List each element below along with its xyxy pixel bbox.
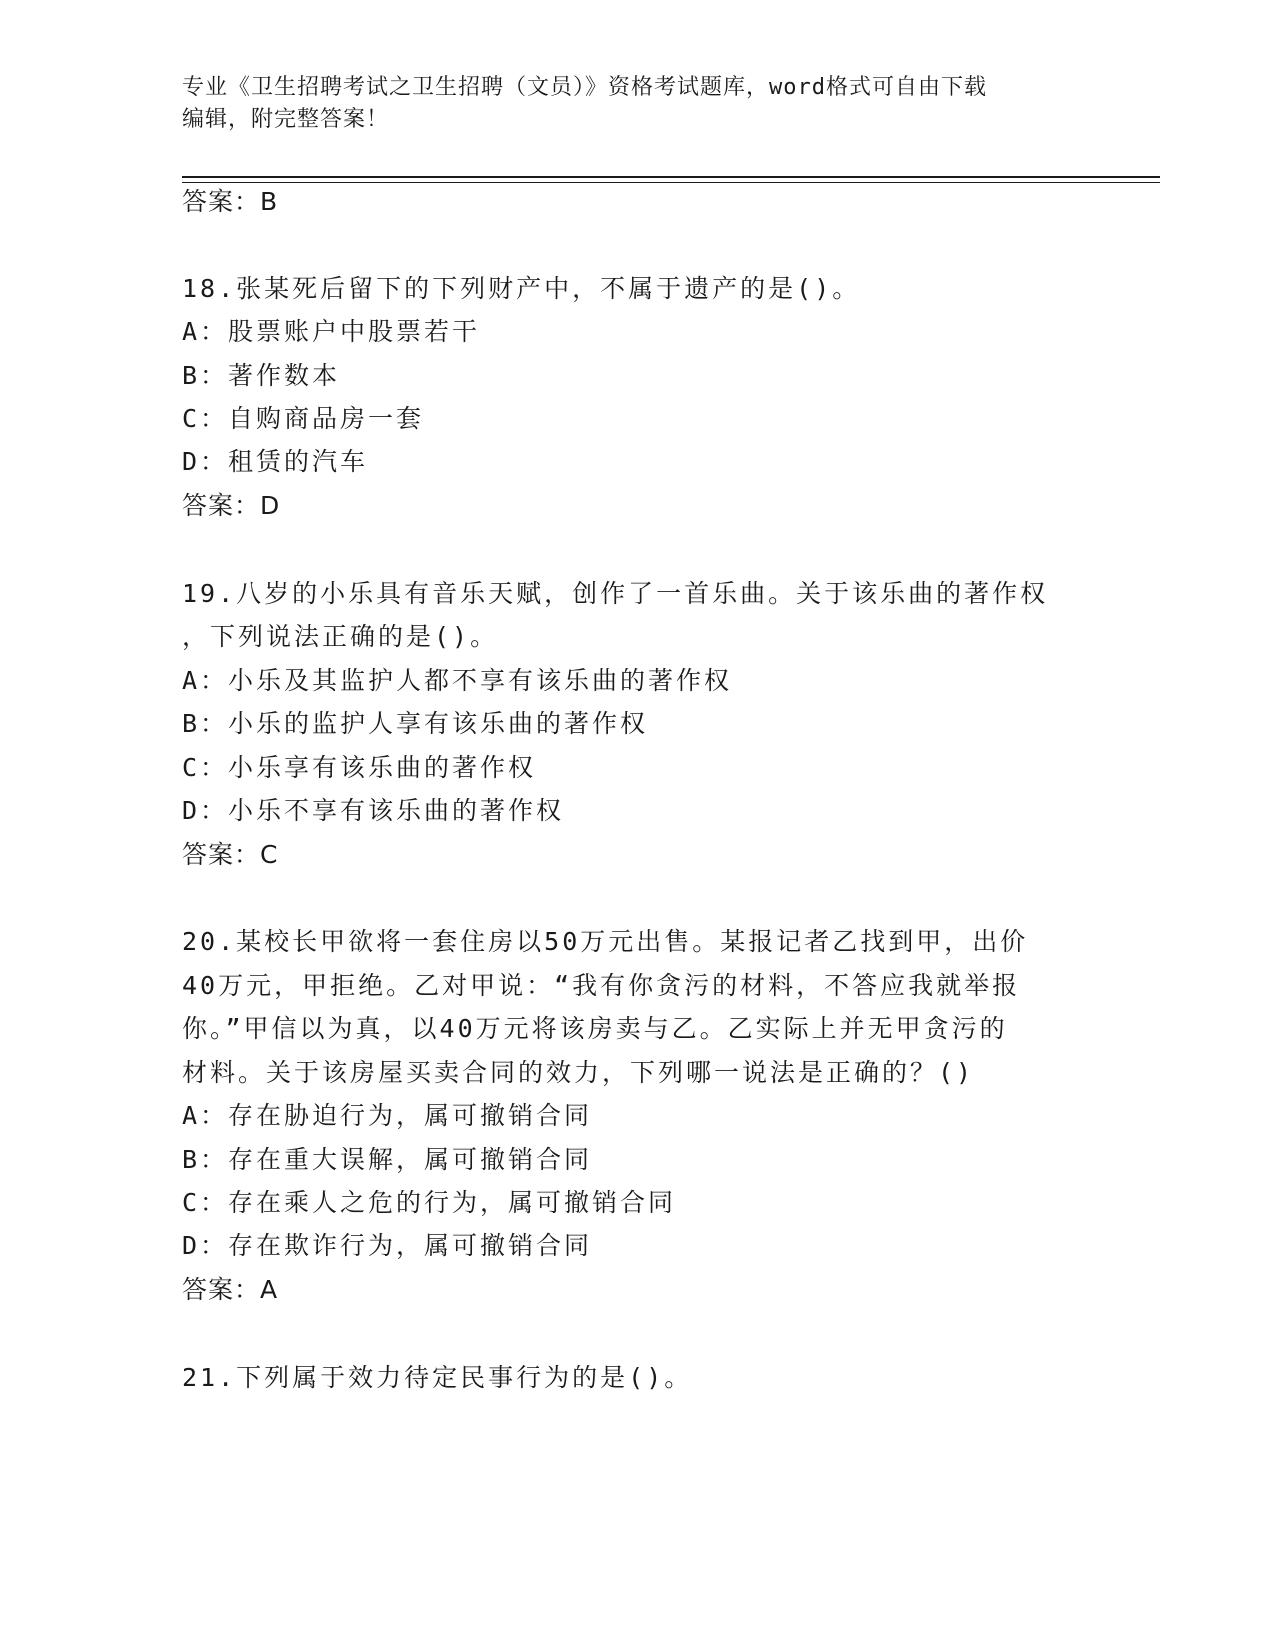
question-18-option-a: A：股票账户中股票若干 <box>182 317 481 346</box>
answer-value: C <box>260 840 279 869</box>
question-18-option-c: C：自购商品房一套 <box>182 404 425 433</box>
answer-value: A <box>260 1275 279 1304</box>
answer-label: 答案： <box>182 1275 261 1304</box>
question-20-option-d: D：存在欺诈行为，属可撤销合同 <box>182 1231 593 1260</box>
answer-label: 答案： <box>182 840 261 869</box>
question-20-option-a: A：存在胁迫行为，属可撤销合同 <box>182 1101 593 1130</box>
question-18-option-b: B：著作数本 <box>182 361 341 390</box>
document-header <box>182 72 1062 136</box>
answer-value: B <box>260 187 279 216</box>
answer-label: 答案： <box>182 187 261 216</box>
answer-label: 答案： <box>182 491 261 520</box>
question-18-option-d: D：租赁的汽车 <box>182 447 369 476</box>
question-20-answer <box>182 1273 278 1307</box>
question-19-stem-line-1: 19.八岁的小乐具有音乐天赋，创作了一首乐曲。关于该乐曲的著作权 <box>182 579 1049 608</box>
question-19-option-a: A：小乐及其监护人都不享有该乐曲的著作权 <box>182 666 733 695</box>
answer-value: D <box>260 491 281 520</box>
question-19-option-c: C：小乐享有该乐曲的著作权 <box>182 753 537 782</box>
question-19-stem-line-2: ，下列说法正确的是()。 <box>182 622 499 651</box>
question-18-stem: 18.张某死后留下的下列财产中，不属于遗产的是()。 <box>182 274 861 303</box>
question-20-stem-line-1: 20.某校长甲欲将一套住房以50万元出售。某报记者乙找到甲，出价 <box>182 927 1029 956</box>
question-20-option-c: C：存在乘人之危的行为，属可撤销合同 <box>182 1188 677 1217</box>
question-21-stem: 21.下列属于效力待定民事行为的是()。 <box>182 1363 693 1392</box>
header-divider-thin <box>182 182 1160 183</box>
header-divider <box>182 176 1160 178</box>
question-19-option-d: D：小乐不享有该乐曲的著作权 <box>182 796 565 825</box>
question-18-answer <box>182 489 280 523</box>
question-19-answer <box>182 838 278 872</box>
question-20-option-b: B：存在重大误解，属可撤销合同 <box>182 1145 593 1174</box>
header-line-2: 编辑，附完整答案！ <box>182 107 390 132</box>
answer-previous <box>182 185 278 219</box>
question-20-stem-line-4: 材料。关于该房屋买卖合同的效力，下列哪一说法是正确的？() <box>182 1058 975 1087</box>
question-20-stem-line-2: 40万元，甲拒绝。乙对甲说：“我有你贪污的材料，不答应我就举报 <box>182 971 1021 1000</box>
question-20-stem-line-3: 你。”甲信以为真，以40万元将该房卖与乙。乙实际上并无甲贪污的 <box>182 1014 1008 1043</box>
header-line-1: 专业《卫生招聘考试之卫生招聘（文员）》资格考试题库，word格式可自由下载 <box>182 75 987 100</box>
question-19-option-b: B：小乐的监护人享有该乐曲的著作权 <box>182 709 649 738</box>
